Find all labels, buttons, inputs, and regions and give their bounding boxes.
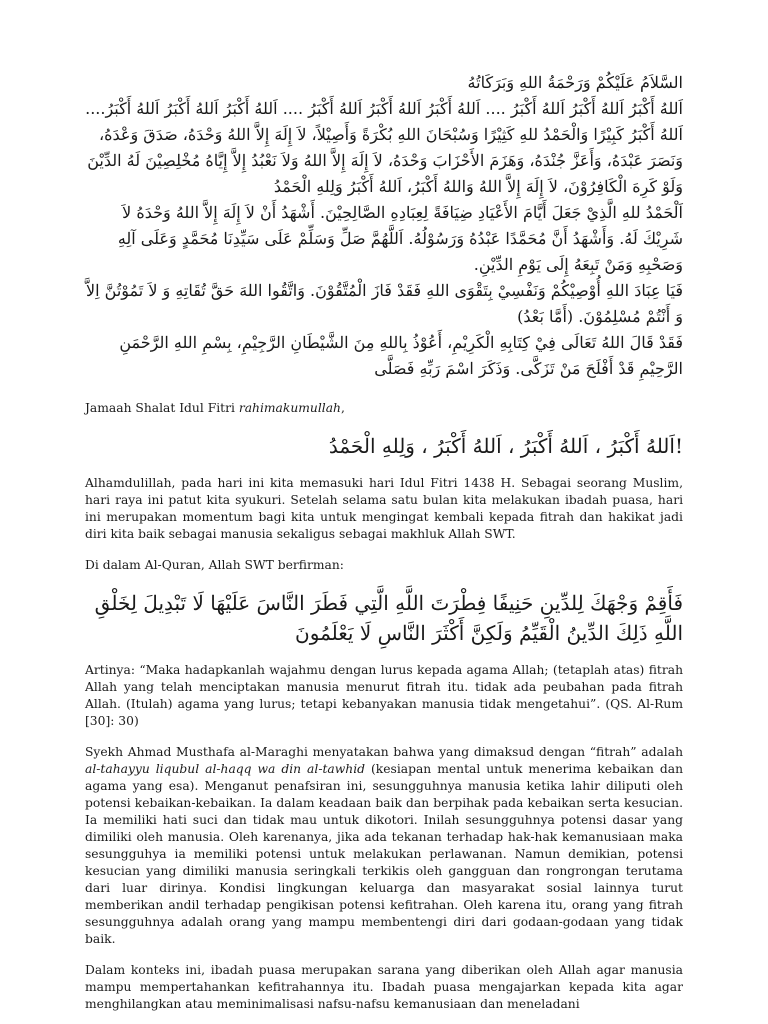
paragraph-fitrah: Syekh Ahmad Musthafa al-Maraghi menyatakan bahwa yang dimaksud dengan “fitrah” adalah al-tahayyu liqubul al-haqq wa din al-tawhid (kesiapan mental untuk menerima kebaikan dan agama yang esa). Menganut penafsiran ini, sesungguhnya manusia ketika lahir diliputi oleh potensi kebaikan-kebaikan. Ia dalam keadaan baik dan berpihak pada kebaikan serta kesucian. Ia memiliki hati suci dan tidak mau untuk dikotori. Inilah sesungguhnya potensi dasar yang dimiliki oleh manusia. Oleh karenanya, jika ada tekanan terhadap hak-hak kemanusiaan maka sesungguhya ia memiliki potensi untuk melakukan perlawanan. Namun demikian, potensi kesucian yang dimiliki manusia seringkali terkikis oleh gangguan dan rongrongan terutama dari luar dirinya. Kondisi lingkungan keluarga dan masyarakat sosial lainnya turut memberikan andil terhadap pengikisan potensi kefitrahan. Oleh karena itu, orang yang fitrah sesungguhnya adalah orang yang mampu membentengi diri dari godaan-godaan yang tidak baik.: [85, 745, 683, 946]
opening-arabic: [85, 70, 683, 382]
hamdalah-paragraph: اَلْحَمْدُ للهِ الَّذِيْ جَعَلَ أَيَّامَ الأَعْيَادِ ضِيَافَةً لِعِبَادِهِ الصَّالِحِيْنَ. أَشْهَدُ أَنْ لاَ إِلَهَ إِلاَّ اللهُ وَحْدَهُ لاَ شَرِيْكَ لَهُ. وَأَشْهَدُ أَنَّ مُحَمَّدًا عَبْدُهُ وَرَسُوْلُهُ. اَللَّهُمَّ صَلِّ وَسَلِّمْ عَلَى سَيِّدِنَا مُحَمَّدٍ وَعَلَى آلِهِ وَصَحْبِهِ وَمَنْ تَبِعَهُ إِلَى يَوْمِ الدِّيْنِ.: [117, 203, 683, 274]
wasiat-paragraph: فَيَا عِبَادَ اللهِ أُوْصِيْكُمْ وَنَفْسِيْ بِتَقْوَى اللهِ فَقَدْ فَازَ الْمُتَّقُوْنَ. وَاتَّقُوا اللهَ حَقَّ تُقَاتِهِ وَ لاَ تَمُوْتُنَّ اِلاَّ وَ أَنْتُمْ مُسْلِمُوْنَ. (أَمَّا بَعْدُ): [85, 281, 683, 326]
takbir-line: اَللهُ أَكْبَرُ اَللهُ أَكْبَرُ اَللهُ أَكْبَرُ .... اَللهُ أَكْبَرُ اَللهُ أَكْبَرُ اَللهُ أَكْبَرُ .... اَللهُ أَكْبَرُ اَللهُ أَكْبَرُ اَللهُ أَكْبَرُ....: [85, 99, 683, 118]
greeting-italic: rahimakumullah: [238, 401, 341, 415]
takbir-long-paragraph: اَللهُ أَكْبَرُ كَبِيْرًا وَالْحَمْدُ للهِ كَثِيْرًا وَسُبْحَانَ اللهِ بُكْرَةً وَأَصِيْلاً، لاَ إِلَهَ إِلاَّ اللهُ وَحْدَهُ، صَدَقَ وَعْدَهُ، وَنَصَرَ عَبْدَهُ، وَأَعَزَّ جُنْدَهُ، وَهَزَمَ الأَحْزَابَ وَحْدَهُ، لاَ إِلَهَ إِلاَّ اللهُ وَلاَ نَعْبُدُ إِلاَّ إِيَّاهُ مُخْلِصِيْنَ لَهُ الدِّيْنَ وَلَوْ كَرِهَ الْكَافِرُوْنَ، لاَ إِلَهَ إِلاَّ اللهُ وَاللهُ أَكْبَرُ، اَللهُ أَكْبَرُ وَلِلهِ الْحَمْدُ: [87, 125, 683, 196]
takbir-arabic: !اَللهُ أَكْبَرُ ، اَللهُ أَكْبَرُ ، اَللهُ أَكْبَرُ ، وَلِلهِ الْحَمْدُ: [328, 434, 683, 458]
paragraph-puasa: Dalam konteks ini, ibadah puasa merupakan sarana yang diberikan oleh Allah agar manusia mampu mempertahankan kefitrahannya itu. Ibadah puasa mengajarkan kepada kita agar menghilangkan atau meminimalisasi nafsu-nafsu kemanusiaan dan meneladani: [85, 963, 683, 1011]
quran-verse-arabic: فَأَقِمْ وَجْهَكَ لِلدِّينِ حَنِيفًا فِطْرَتَ اللَّهِ الَّتِي فَطَرَ النَّاسَ عَلَيْهَا لَا تَبْدِيلَ لِخَلْقِ اللَّهِ ذَلِكَ الدِّينُ الْقَيِّمُ وَلَكِنَّ أَكْثَرَ النَّاسِ لَا يَعْلَمُونَ: [94, 591, 683, 645]
verse-translation: Artinya: “Maka hadapkanlah wajahmu dengan lurus kepada agama Allah; (tetaplah atas) fitrah Allah yang telah menciptakan manusia menurut fitrah itu. tidak ada peubahan pada fitrah Allah. (Itulah) agama yang lurus; tetapi kebanyakan manusia tidak mengetahui”. (QS. Al-Rum [30]: 30): [85, 663, 683, 728]
fitrah-definition-italic: al-tahayyu liqubul al-haqq wa din al-tawhid: [85, 762, 366, 776]
greeting-line: Jamaah Shalat Idul Fitri rahimakumullah,: [85, 401, 345, 415]
quran-intro: Di dalam Al-Quran, Allah SWT berfirman:: [85, 558, 344, 572]
paragraph-idul-fitri: Alhamdulillah, pada hari ini kita memasuki hari Idul Fitri 1438 H. Sebagai seorang Muslim, hari raya ini patut kita syukuri. Setelah selama satu bulan kita melakukan ibadah puasa, hari ini merupakan momentum bagi kita untuk mengingat kembali kepada fitrah dan hakikat jadi diri kita baik sebagai manusia sekaligus sebagai makhluk Allah SWT.: [85, 476, 683, 541]
salam-line: السَّلاَمُ عَلَيْكُمْ وَرَحْمَةُ اللهِ وَبَرَكَاتُهُ: [467, 73, 683, 92]
quran-opening-paragraph: فَقَدْ قَالَ اللهُ تَعَالَى فِيْ كِتَابِهِ الْكَرِيْمِ، أَعُوْذُ بِاللهِ مِنَ الشَّيْطَانِ الرَّجِيْمِ، بِسْمِ اللهِ الرَّحْمَنِ الرَّحِيْمِ قَدْ أَفْلَحَ مَنْ تَزَكَّى. وَذَكَرَ اسْمَ رَبِّهِ فَصَلَّى: [119, 333, 683, 378]
